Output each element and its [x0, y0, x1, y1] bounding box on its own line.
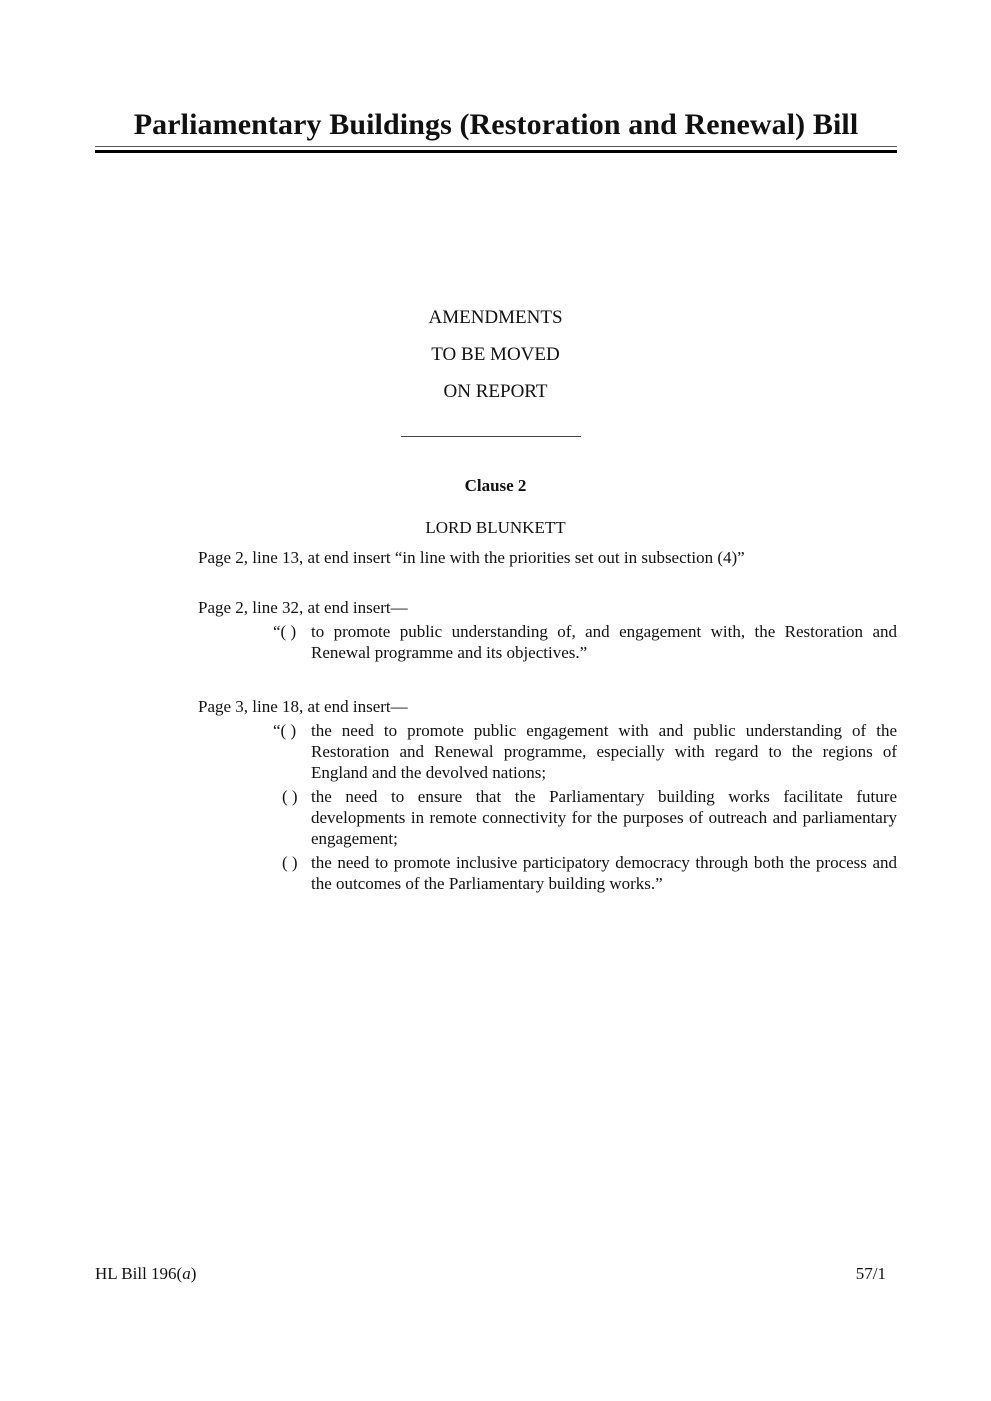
item-marker: “( ) — [273, 622, 297, 641]
bill-number — [95, 1263, 196, 1285]
amendment-instruction: Page 2, line 13, at end insert “in line with the priorities set out in subsection (4)” — [198, 548, 745, 567]
amendment-item — [198, 852, 897, 894]
item-text: to promote public understanding of, and engagement with, the Restoration and Renewal programme and its objectives.” — [311, 622, 897, 662]
amendment-3 — [198, 696, 897, 894]
amendment-instruction: Page 3, line 18, at end insert— — [198, 697, 408, 716]
amendment-2 — [198, 597, 897, 663]
item-text: the need to ensure that the Parliamentary building works facilitate future developments in remote connectivity for the purposes of outreach and parliamentary engagement; — [311, 787, 897, 848]
heading-line-2: TO BE MOVED — [431, 344, 560, 365]
amendment-item — [198, 720, 897, 783]
heading-line-1: AMENDMENTS — [428, 307, 563, 328]
member-name: LORD BLUNKETT — [425, 518, 566, 537]
item-text: the need to promote inclusive participatory democracy through both the process and the outcomes of the Parliamentary building works.” — [311, 853, 897, 893]
clause-heading: Clause 2 — [464, 476, 527, 495]
page-reference: 57/1 — [855, 1264, 886, 1283]
amendment-1 — [198, 547, 897, 568]
bill-number-prefix: HL Bill 196( — [95, 1264, 183, 1283]
bill-title: Parliamentary Buildings (Restoration and Renewal) Bill — [133, 108, 859, 141]
item-marker: ( ) — [282, 787, 298, 806]
item-marker: “( ) — [273, 721, 297, 740]
item-marker: ( ) — [282, 853, 298, 872]
heading-line-3: ON REPORT — [443, 381, 548, 402]
bill-number-close: ) — [190, 1264, 197, 1283]
bill-number-suffix-italic: a — [182, 1264, 191, 1283]
section-separator — [401, 436, 581, 437]
item-text: the need to promote public engagement with and public understanding of the Restoration and Renewal programme, especially with regard to the regions of England and the devolved nations; — [311, 721, 897, 782]
amendment-item — [198, 621, 897, 663]
amendment-instruction: Page 2, line 32, at end insert— — [198, 598, 408, 617]
amendment-item — [198, 786, 897, 849]
title-rule-thin — [95, 146, 897, 147]
title-rule-thick — [95, 150, 897, 153]
